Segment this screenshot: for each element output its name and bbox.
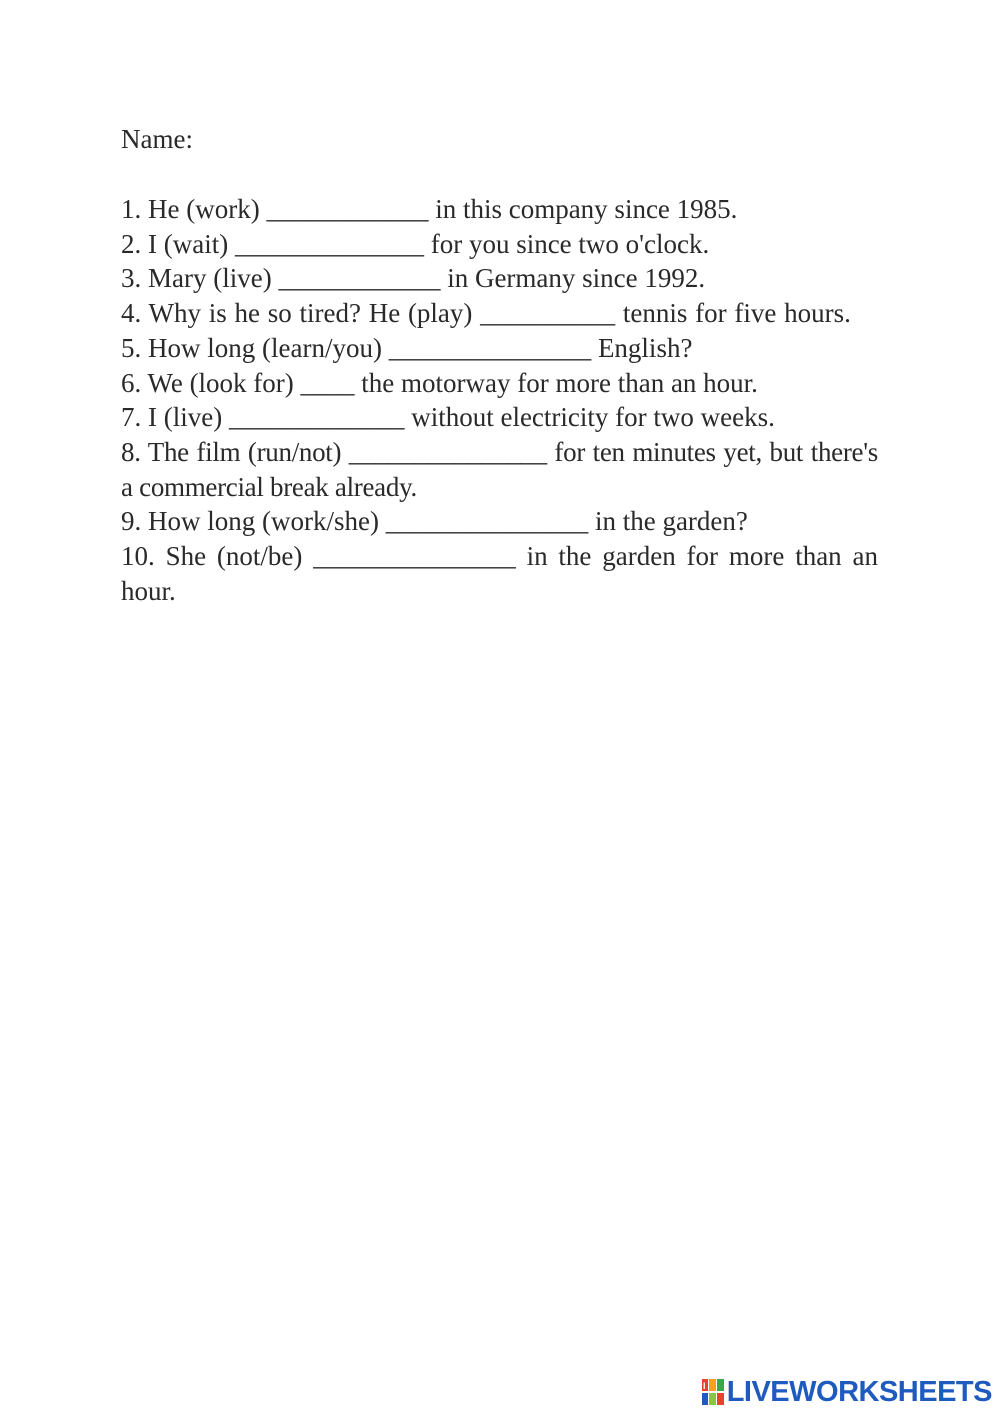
svg-text:l: l	[702, 1381, 706, 1391]
name-label: Name:	[121, 124, 193, 154]
exercise-item-7: 7. I (live) _____________ without electricity for two weeks.	[121, 402, 775, 433]
liveworksheets-watermark	[702, 1372, 992, 1412]
exercise-item-5: 5. How long (learn/you) _______________ English?	[121, 332, 693, 363]
exercise-list	[121, 192, 878, 608]
exercise-item-1: 1. He (work) ____________ in this company since 1985.	[121, 194, 738, 224]
exercise-item-10: 10. She (not/be) _______________ in the garden for more than an hour.	[121, 541, 878, 606]
exercise-item-2: 2. I (wait) ______________ for you since two o'clock.	[121, 228, 710, 259]
exercise-item-8: 8. The film (run/not) _______________ for ten minutes yet, but there's a commercial break already.	[121, 436, 878, 502]
watermark-text: LIVEWORKSHEETS	[726, 1375, 992, 1408]
exercise-item-6: 6. We (look for) ____ the motorway for more than an hour.	[121, 367, 758, 398]
exercise-item-9: 9. How long (work/she) _______________ in the garden?	[121, 506, 748, 537]
exercise-item-4: 4. Why is he so tired? He (play) __________ tennis for five hours.	[121, 298, 851, 329]
exercise-item-3: 3. Mary (live) ____________ in Germany since 1992.	[121, 263, 706, 294]
liveworksheets-logo-icon	[702, 1379, 724, 1405]
